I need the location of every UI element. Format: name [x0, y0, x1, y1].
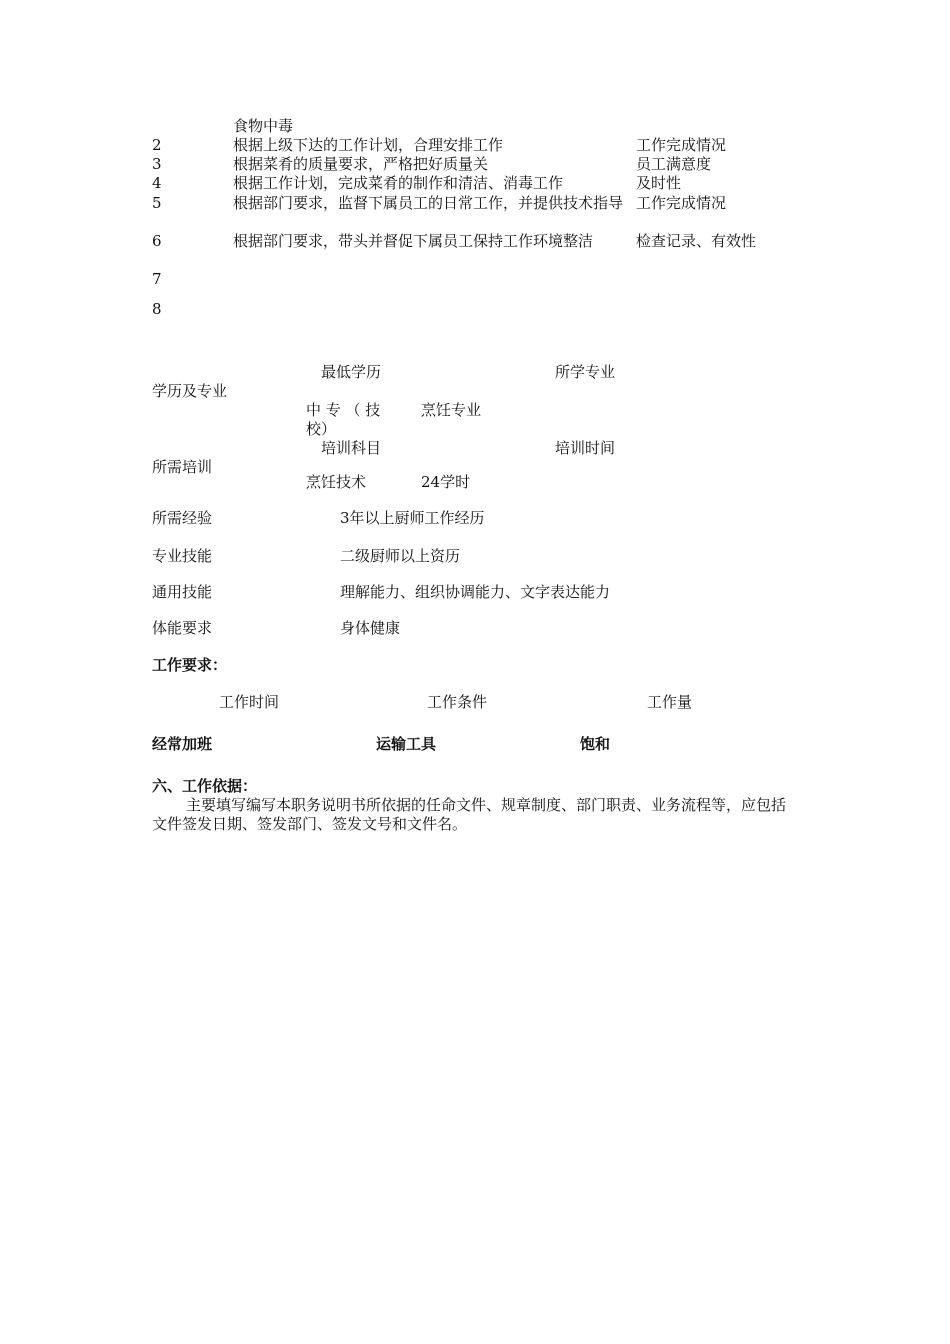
education-min-value: 中 专 （ 技 校）: [306, 401, 381, 438]
education-major-header: 所学专业: [555, 363, 616, 381]
professional-skill-value: 二级厨师以上资历: [340, 547, 461, 565]
work-time-header: 工作时间: [219, 693, 280, 711]
duty-standard: 员工满意度: [636, 155, 712, 173]
education-major-value: 烹饪专业: [421, 401, 482, 419]
work-requirements-heading: 工作要求：: [152, 656, 228, 674]
work-time-value: 经常加班: [152, 735, 213, 753]
experience-value: 3年以上厨师工作经历: [340, 509, 485, 527]
basis-heading: 六、工作依据：: [152, 777, 258, 795]
duty-number: 6: [152, 232, 162, 250]
training-subject-value: 烹饪技术: [306, 473, 367, 491]
duty-description: 根据工作计划，完成菜肴的制作和清洁、消毒工作: [233, 174, 564, 192]
work-conditions-value: 运输工具: [376, 735, 437, 753]
duty-number: 8: [152, 300, 162, 318]
physical-label: 体能要求: [152, 619, 213, 637]
duty-standard: 检查记录、有效性: [636, 232, 757, 250]
education-label: 学历及专业: [152, 382, 228, 400]
education-min-header: 最低学历: [321, 363, 382, 381]
duty-description: 根据部门要求，带头并督促下属员工保持工作环境整洁: [233, 232, 594, 250]
duty-continuation-text: 食物中毒: [233, 117, 294, 135]
physical-value: 身体健康: [340, 619, 401, 637]
general-skill-label: 通用技能: [152, 583, 213, 601]
duty-description: 根据菜肴的质量要求，严格把好质量关: [233, 155, 489, 173]
duty-description: 根据部门要求，监督下属员工的日常工作，并提供技术指导: [233, 194, 624, 212]
workload-header: 工作量: [647, 693, 693, 711]
training-time-value: 24学时: [421, 473, 471, 491]
duty-description: 根据上级下达的工作计划，合理安排工作: [233, 136, 504, 154]
general-skill-value: 理解能力、组织协调能力、文字表达能力: [340, 583, 611, 601]
work-conditions-header: 工作条件: [427, 693, 488, 711]
training-label: 所需培训: [152, 458, 213, 476]
training-subject-header: 培训科目: [321, 439, 382, 457]
duty-number: 3: [152, 155, 162, 173]
duty-standard: 及时性: [636, 174, 682, 192]
duty-number: 5: [152, 194, 162, 212]
duty-number: 4: [152, 174, 162, 192]
duty-standard: 工作完成情况: [636, 194, 727, 212]
workload-value: 饱和: [580, 735, 611, 753]
duty-number: 2: [152, 136, 162, 154]
duty-standard: 工作完成情况: [636, 136, 727, 154]
experience-label: 所需经验: [152, 509, 213, 527]
basis-body: 主要填写编写本职务说明书所依据的任命文件、规章制度、部门职责、业务流程等，应包括文件签发日期、签发部门、签发文号和文件名。: [152, 796, 787, 833]
training-time-header: 培训时间: [555, 439, 616, 457]
duty-number: 7: [152, 270, 162, 288]
professional-skill-label: 专业技能: [152, 547, 213, 565]
